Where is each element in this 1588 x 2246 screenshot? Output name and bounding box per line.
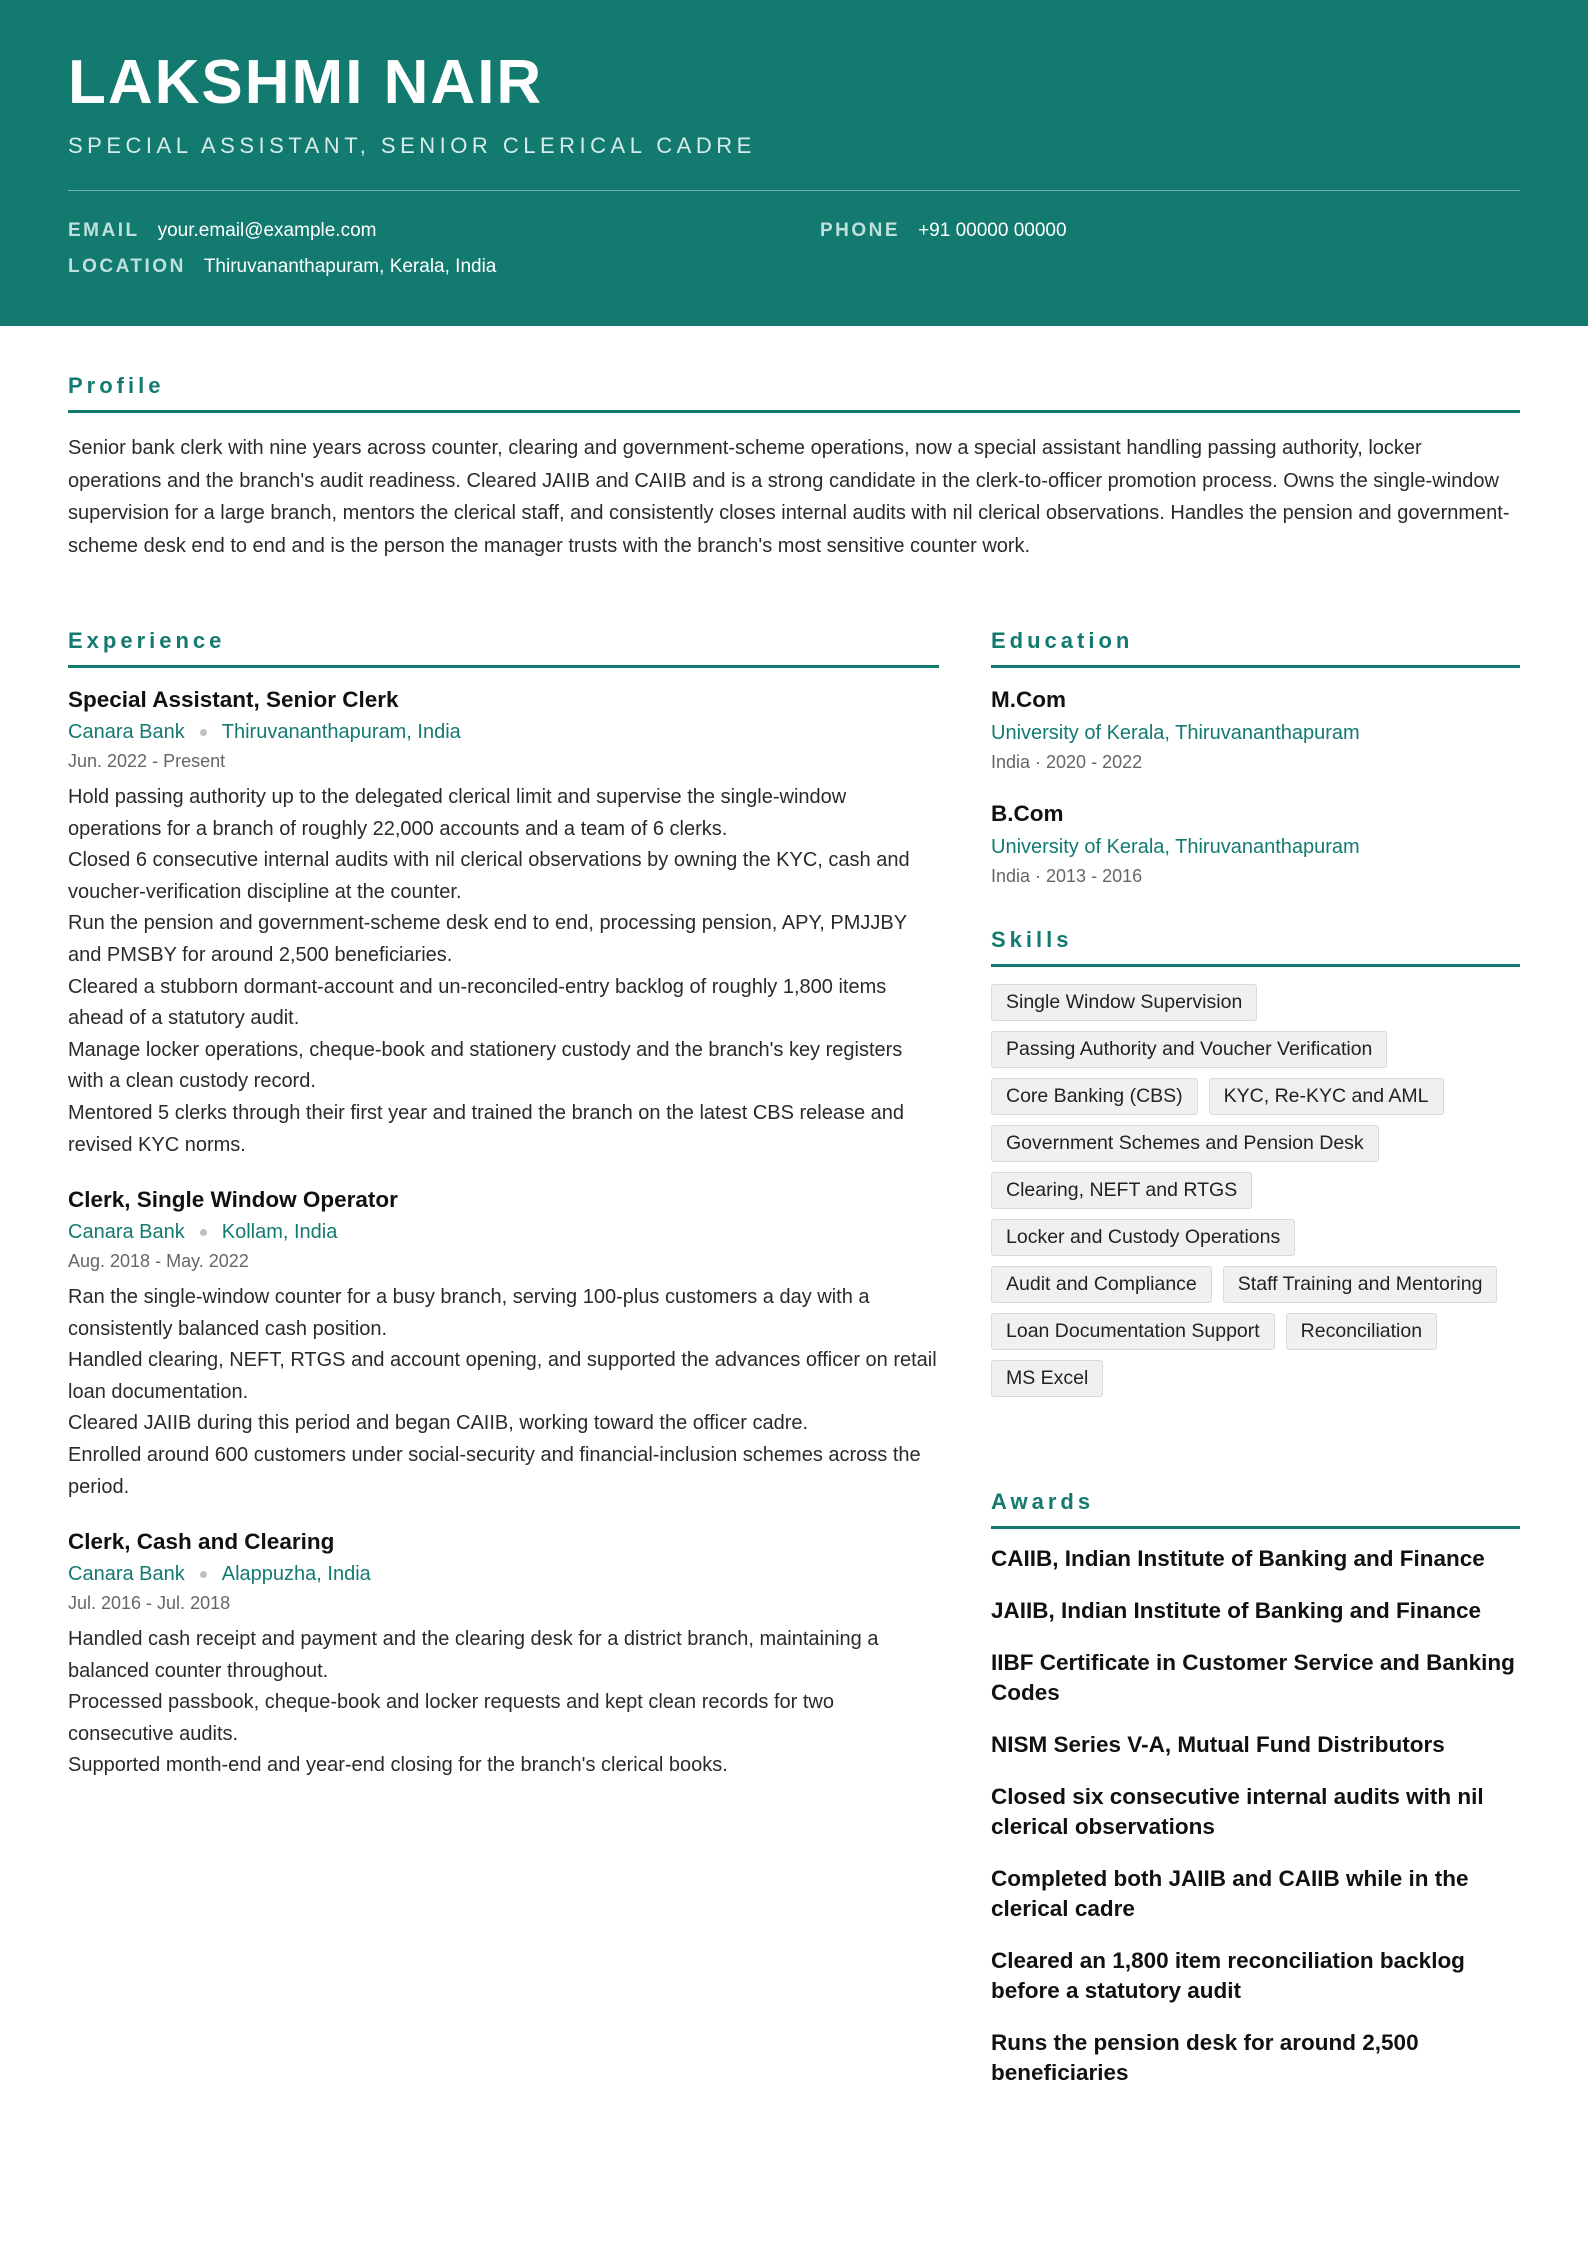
job-title: Special Assistant, Senior Clerk — [68, 687, 399, 712]
education-entry — [991, 799, 1520, 889]
edu-school: University of Kerala, Thiruvananthapuram — [991, 836, 1360, 858]
job-company: Canara Bank — [68, 1221, 185, 1243]
skill-tag: KYC, Re-KYC and AML — [1209, 1078, 1444, 1115]
resume-header — [0, 0, 1588, 326]
awards-heading: Awards — [991, 1489, 1095, 1514]
education-heading: Education — [991, 628, 1134, 653]
edu-dates: India · 2013 - 2016 — [991, 866, 1143, 886]
job-bullet: Ran the single-window counter for a busy branch, serving 100-plus customers a day with a consistently balanced cash position. — [68, 1286, 870, 1340]
contact-label: EMAIL — [68, 220, 140, 241]
job-bullet: Processed passbook, cheque-book and locker requests and kept clean records for two consecutive audits. — [68, 1691, 834, 1745]
skill-tag: MS Excel — [991, 1360, 1103, 1397]
job-bullet: Cleared JAIIB during this period and began CAIIB, working toward the officer cadre. — [68, 1412, 809, 1435]
job-bullet: Handled clearing, NEFT, RTGS and account opening, and supported the advances officer on retail loan documentation. — [68, 1349, 937, 1403]
job-meta — [68, 1216, 943, 1248]
job-title: Clerk, Cash and Clearing — [68, 1529, 335, 1554]
contact-label: LOCATION — [68, 256, 186, 277]
job-location: Alappuzha, India — [221, 1563, 371, 1585]
education-entry — [991, 685, 1520, 775]
job-bullet: Handled cash receipt and payment and the clearing desk for a district branch, maintaining a balanced counter throughout. — [68, 1628, 879, 1682]
job-bullets — [68, 1282, 943, 1503]
job-bullet: Run the pension and government-scheme desk end to end, processing pension, APY, PMJJBY and PMSBY for around 2,500 beneficiaries. — [68, 912, 907, 966]
job-bullet: Cleared a stubborn dormant-account and un-reconciled-entry backlog of roughly 1,800 items ahead of a statutory audit. — [68, 975, 887, 1030]
header-divider — [68, 190, 1520, 191]
contact-label: PHONE — [820, 220, 901, 241]
award-item: Completed both JAIIB and CAIIB while in the clerical cadre — [991, 1866, 1469, 1921]
profile-heading: Profile — [68, 373, 165, 398]
experience-entry — [68, 1527, 943, 1782]
contact-value[interactable]: your.email@example.com — [157, 220, 377, 241]
job-company: Canara Bank — [68, 1563, 185, 1585]
award-item: NISM Series V-A, Mutual Fund Distributors — [991, 1732, 1445, 1757]
job-bullet: Hold passing authority up to the delegated clerical limit and supervise the single-window operations for a branch of roughly 22,000 accounts and a team of 6 clerks. — [68, 786, 847, 840]
job-location: Thiruvananthapuram, India — [221, 721, 461, 743]
job-bullet: Mentored 5 clerks through their first year and trained the branch on the latest CBS release and revised KYC norms. — [68, 1101, 905, 1156]
skill-tag: Loan Documentation Support — [991, 1313, 1275, 1350]
job-bullets — [68, 1624, 943, 1782]
job-dates: Jun. 2022 - Present — [68, 751, 226, 771]
skill-tag: Locker and Custody Operations — [991, 1219, 1295, 1256]
awards-list — [991, 1544, 1520, 2110]
contact-location — [68, 254, 496, 280]
skill-tag: Core Banking (CBS) — [991, 1078, 1198, 1115]
profile-rule — [68, 410, 1520, 413]
candidate-name: LAKSHMI NAIR — [68, 48, 544, 117]
award-item: IIBF Certificate in Customer Service and Banking Codes — [991, 1650, 1515, 1705]
award-item: CAIIB, Indian Institute of Banking and Finance — [991, 1546, 1485, 1571]
edu-degree: M.Com — [991, 687, 1066, 712]
contact-value: Thiruvananthapuram, Kerala, India — [203, 256, 497, 277]
skill-tag: Passing Authority and Voucher Verification — [991, 1031, 1387, 1068]
education-rule — [991, 665, 1520, 668]
job-bullet: Closed 6 consecutive internal audits with nil clerical observations by owning the KYC, cash and voucher-verification discipline at the counter. — [68, 849, 910, 903]
job-dates: Jul. 2016 - Jul. 2018 — [68, 1593, 231, 1613]
award-item: Closed six consecutive internal audits with nil clerical observations — [991, 1784, 1484, 1839]
award-item: Cleared an 1,800 item reconciliation backlog before a statutory audit — [991, 1948, 1465, 2003]
experience-rule — [68, 665, 939, 668]
edu-degree: B.Com — [991, 801, 1064, 826]
job-bullets — [68, 782, 943, 1161]
contact-phone — [820, 218, 1067, 244]
contact-value[interactable]: +91 00000 00000 — [918, 220, 1067, 241]
candidate-role: SPECIAL ASSISTANT, SENIOR CLERICAL CADRE — [68, 133, 756, 158]
job-title: Clerk, Single Window Operator — [68, 1187, 398, 1212]
skill-tag: Single Window Supervision — [991, 984, 1257, 1021]
experience-entry — [68, 1185, 943, 1503]
job-location: Kollam, India — [221, 1221, 338, 1243]
experience-heading: Experience — [68, 628, 226, 653]
skill-tag: Reconciliation — [1286, 1313, 1437, 1350]
job-bullet: Manage locker operations, cheque-book and stationery custody and the branch's key registers with a clean custody record. — [68, 1038, 903, 1093]
separator-dot — [200, 729, 207, 736]
profile-summary: Senior bank clerk with nine years across counter, clearing and government-scheme operations, now a special assistant handling passing authority, locker operations and the branch's audit readiness. Cleared JAIIB and CAIIB and is a strong candidate in the clerk-to-officer promotion process. Owns the single-window supervision for a large branch, mentors the clerical staff, and consistently closes internal audits with nil clerical observations. Handles the pension and government-scheme desk end to end and is the person the manager trusts with the branch's most sensitive counter work. — [68, 437, 1510, 557]
awards-rule — [991, 1526, 1520, 1529]
edu-dates: India · 2020 - 2022 — [991, 752, 1143, 772]
job-meta — [68, 1558, 943, 1590]
skills-list — [991, 984, 1520, 1397]
skill-tag: Audit and Compliance — [991, 1266, 1212, 1303]
job-meta — [68, 716, 943, 748]
job-dates: Aug. 2018 - May. 2022 — [68, 1251, 249, 1271]
experience-entry — [68, 685, 943, 1161]
separator-dot — [200, 1571, 207, 1578]
job-bullet: Supported month-end and year-end closing for the branch's clerical books. — [68, 1754, 728, 1777]
skills-heading: Skills — [991, 927, 1073, 952]
contact-email — [68, 218, 376, 244]
skill-tag: Staff Training and Mentoring — [1223, 1266, 1498, 1303]
separator-dot — [200, 1229, 207, 1236]
edu-school: University of Kerala, Thiruvananthapuram — [991, 722, 1360, 744]
award-item: JAIIB, Indian Institute of Banking and Finance — [991, 1598, 1482, 1623]
job-bullet: Enrolled around 600 customers under social-security and financial-inclusion schemes across the period. — [68, 1443, 921, 1498]
skills-rule — [991, 964, 1520, 967]
award-item: Runs the pension desk for around 2,500 beneficiaries — [991, 2030, 1419, 2085]
skill-tag: Clearing, NEFT and RTGS — [991, 1172, 1252, 1209]
skill-tag: Government Schemes and Pension Desk — [991, 1125, 1379, 1162]
job-company: Canara Bank — [68, 721, 185, 743]
